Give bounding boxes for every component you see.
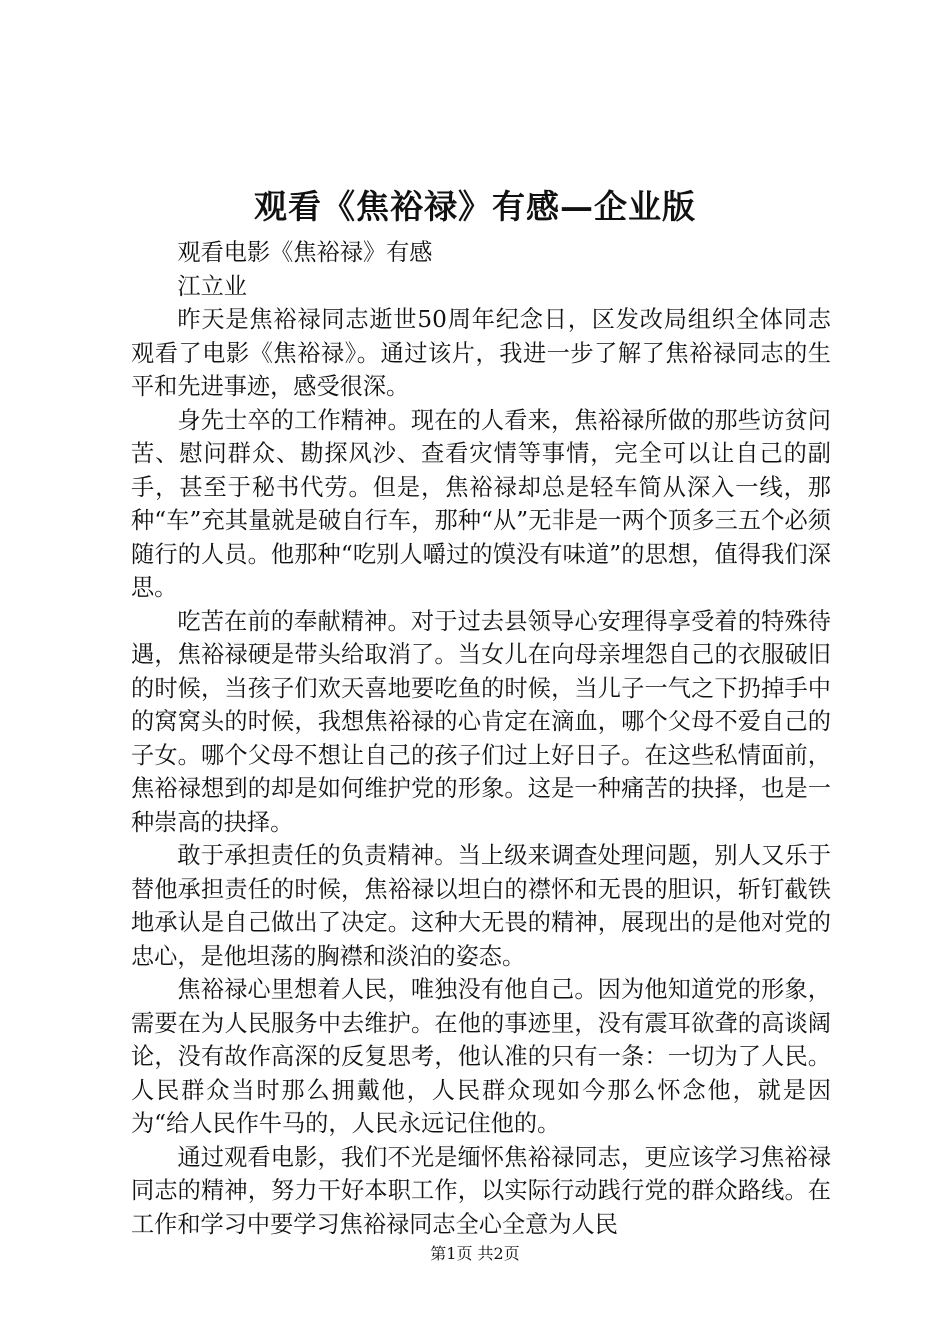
paragraph-1: 昨天是焦裕禄同志逝世50周年纪念日，区发改局组织全体同志观看了电影《焦裕禄》。通过该片，我进一步了解了焦裕禄同志的生平和先进事迹，感受很深。: [131, 306, 831, 400]
paragraph-5: 焦裕禄心里想着人民，唯独没有他自己。因为他知道党的形象，需要在为人民服务中去维护。在他的事迹里，没有震耳欲聋的高谈阔论，没有故作高深的反复思考，他认准的只有一条：一切为了人民。人民群众当时那么拥戴他，人民群众现如今那么怀念他，就是因为“给人民作牛马的，人民永远记住他的。: [131, 976, 831, 1137]
document-title: 观看《焦裕禄》有感—企业版: [254, 187, 696, 226]
paragraph-3: 吃苦在前的奉献精神。对于过去县领导心安理得享受着的特殊待遇，焦裕禄硬是带头给取消了。当女儿在向母亲埋怨自己的衣服破旧的时候，当孩子们欢天喜地要吃鱼的时候，当儿子一气之下扔掉手中的窝窝头的时候，我想焦裕禄的心肯定在滴血，哪个父母不爱自己的子女。哪个父母不想让自己的孩子们过上好日子。在这些私情面前，焦裕禄想到的却是如何维护党的形象。这是一种痛苦的抉择，也是一种崇高的抉择。: [131, 607, 831, 836]
paragraph-4: 敢于承担责任的负责精神。当上级来调查处理问题，别人又乐于替他承担责任的时候，焦裕禄以坦白的襟怀和无畏的胆识，斩钉截铁地承认是自己做出了决定。这种大无畏的精神，展现出的是他对党的忠心，是他坦荡的胸襟和淡泊的姿态。: [131, 842, 831, 970]
document-body: [131, 236, 831, 1241]
author-line: 江立业: [177, 272, 247, 300]
paragraph-6: 通过观看电影，我们不光是缅怀焦裕禄同志，更应该学习焦裕禄同志的精神，努力干好本职工作，以实际行动践行党的群众路线。在工作和学习中要学习焦裕禄同志全心全意为人民: [131, 1143, 831, 1238]
page-footer: 第1页 共2页: [430, 1244, 520, 1263]
subtitle-line: 观看电影《焦裕禄》有感: [177, 239, 433, 266]
paragraph-2: 身先士卒的工作精神。现在的人看来，焦裕禄所做的那些访贫问苦、慰问群众、勘探风沙、查看灾情等事情，完全可以让自己的副手，甚至于秘书代劳。但是，焦裕禄却总是轻车简从深入一线，那种“车”充其量就是破自行车，那种“从”无非是一两个顶多三五个必须随行的人员。他那种“吃别人嚼过的馍没有味道”的思想，值得我们深思。: [131, 406, 831, 601]
